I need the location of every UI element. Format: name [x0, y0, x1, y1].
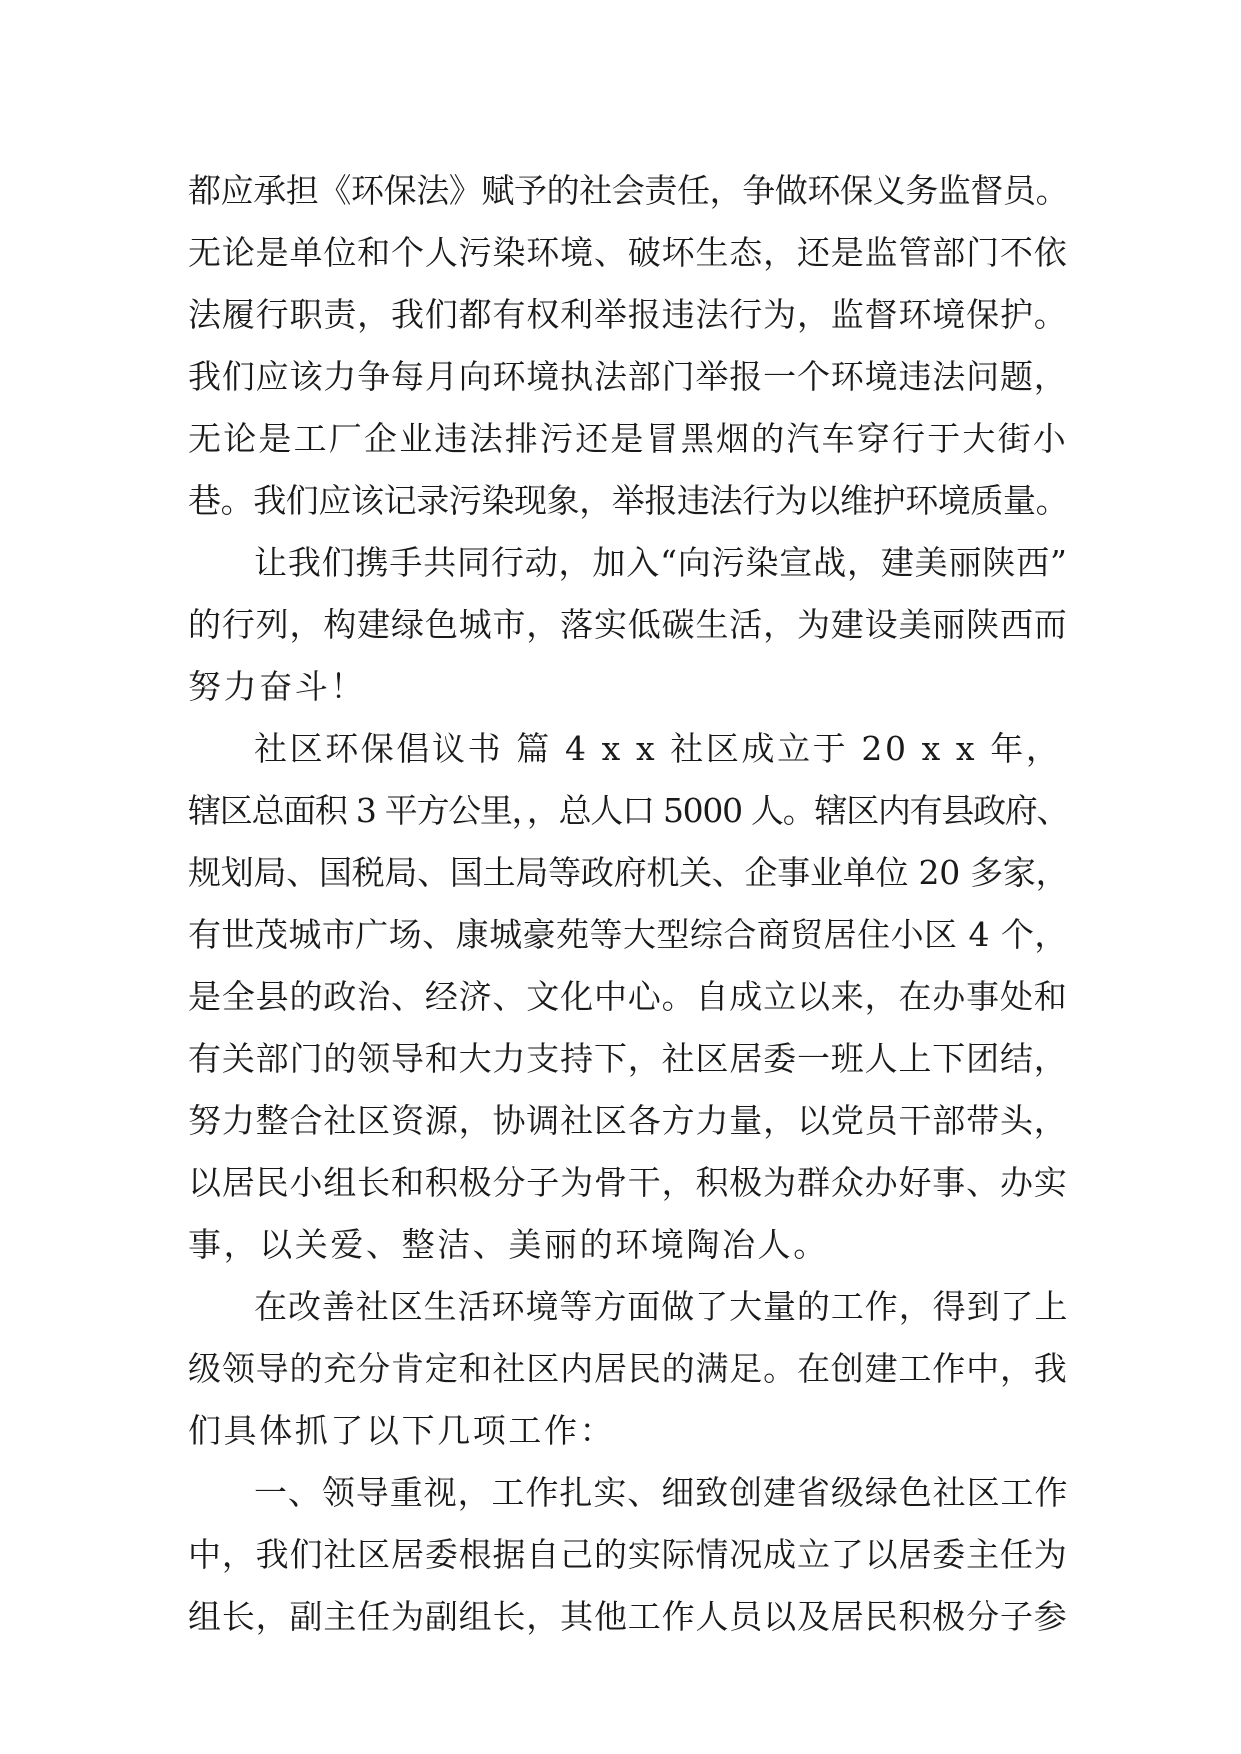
text-line: 都应承担《环保法》赋予的社会责任，争做环保义务监督员。: [188, 171, 1069, 210]
text-line: 有世茂城市广场、康城豪苑等大型综合商贸居住小区 4 个，: [188, 915, 1068, 954]
text-line: 事，以关爱、整洁、美丽的环境陶冶人。: [188, 1225, 829, 1264]
text-line: 们具体抓了以下几项工作：: [188, 1411, 616, 1450]
text-line: 无论是工厂企业违法排污还是冒黑烟的汽车穿行于大街小: [188, 419, 1068, 458]
text-line: 规划局、国税局、国土局等政府机关、企事业单位 20 多家，: [188, 853, 1069, 892]
text-line: 组长，副主任为副组长，其他工作人员以及居民积极分子参: [188, 1597, 1068, 1636]
text-line: 有关部门的领导和大力支持下，社区居委一班人上下团结，: [188, 1039, 1068, 1078]
text-line: 法履行职责，我们都有权利举报违法行为，监督环境保护。: [188, 295, 1068, 334]
text-line: 努力奋斗！: [188, 667, 366, 706]
text-line: 社区环保倡议书 篇 4 x x 社区成立于 20 x x 年，: [254, 729, 1062, 768]
text-line: 辖区总面积 3 平方公里，，总人口 5000 人。辖区内有县政府、: [188, 791, 1069, 830]
text-line: 巷。我们应该记录污染现象，举报违法行为以维护环境质量。: [188, 481, 1069, 520]
text-line: 一、领导重视，工作扎实、细致创建省级绿色社区工作: [254, 1473, 1069, 1512]
text-line: 以居民小组长和积极分子为骨干，积极为群众办好事、办实: [188, 1163, 1068, 1202]
body-text: [188, 160, 1068, 1648]
text-line: 我们应该力争每月向环境执法部门举报一个环境违法问题，: [188, 357, 1068, 396]
text-line: 无论是单位和个人污染环境、破坏生态，还是监管部门不依: [188, 233, 1068, 272]
text-line: 在改善社区生活环境等方面做了大量的工作，得到了上: [254, 1287, 1069, 1326]
text-line: 努力整合社区资源，协调社区各方力量，以党员干部带头，: [188, 1101, 1068, 1140]
text-line: 是全县的政治、经济、文化中心。自成立以来，在办事处和: [188, 977, 1068, 1016]
text-line: 级领导的充分肯定和社区内居民的满足。在创建工作中，我: [188, 1349, 1068, 1388]
text-line: 的行列，构建绿色城市，落实低碳生活，为建设美丽陕西而: [188, 605, 1068, 644]
text-line: 中，我们社区居委根据自己的实际情况成立了以居委主任为: [188, 1535, 1068, 1574]
text-line: 让我们携手共同行动，加入“向污染宣战，建美丽陕西”: [254, 543, 1068, 582]
